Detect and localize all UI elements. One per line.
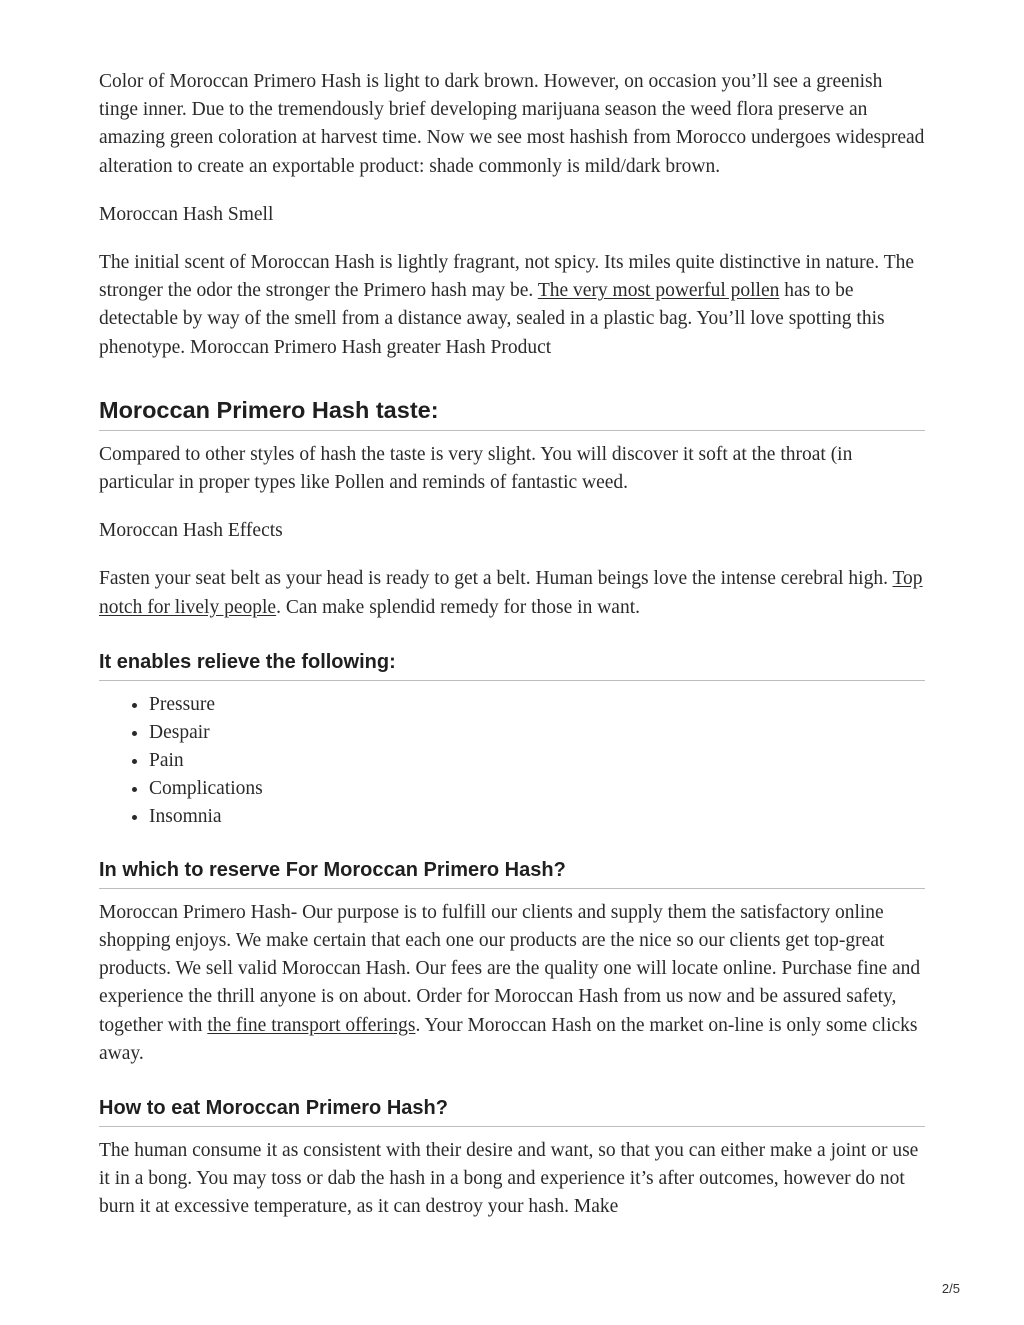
heading-relieve: It enables relieve the following:: [99, 642, 925, 681]
relieve-list: [99, 691, 925, 831]
paragraph-effects-heading: Moroccan Hash Effects: [99, 520, 283, 542]
paragraph-scent: [99, 249, 925, 362]
lively-people-link[interactable]: Top notch for lively people: [99, 568, 923, 618]
transport-offerings-link[interactable]: the fine transport offerings: [207, 1014, 416, 1036]
effects-text-before: Fasten your seat belt as your head is ready to get a belt. Human beings love the intense cerebral high.: [99, 568, 893, 590]
heading-taste: Moroccan Primero Hash taste:: [99, 382, 925, 431]
effects-text-after: . Can make splendid remedy for those in want.: [276, 596, 640, 618]
reserve-text-before: Moroccan Primero Hash- Our purpose is to fulfill our clients and supply them the satisfactory online shopping enjoys. We make certain that each one our products are the nice so our clients get top-great products. We sell valid Moroccan Hash. Our fees are the quality one will locate online. Purchase fine and experience the thrill anyone is on about. Order for Moroccan Hash from us now and be assured safety, together with: [99, 901, 921, 1036]
scent-text-after: has to be detectable by way of the smell from a distance away, sealed in a plastic bag. You’ll love spotting this phenotype. Moroccan Primero Hash greater Hash Product: [99, 280, 885, 358]
scent-text-before: The initial scent of Moroccan Hash is lightly fragrant, not spicy. Its miles quite distinctive in nature. The stronger the odor the stronger the Primero hash may be.: [99, 252, 915, 302]
paragraph-smell-heading: Moroccan Hash Smell: [99, 203, 274, 225]
heading-eat: How to eat Moroccan Primero Hash?: [99, 1088, 925, 1127]
reserve-text-after: . Your Moroccan Hash on the market on-line is only some clicks away.: [99, 1014, 918, 1064]
document-body: [99, 68, 925, 1242]
paragraph-effects: [99, 565, 925, 621]
paragraph-taste: Compared to other styles of hash the taste is very slight. You will discover it soft at the throat (in particular in proper types like Pollen and reminds of fantastic weed.: [99, 443, 853, 494]
heading-reserve: In which to reserve For Moroccan Primero Hash?: [99, 850, 925, 889]
list-item: • Insomnia: [149, 803, 925, 831]
paragraph-eat: The human consume it as consistent with their desire and want, so that you can either make a joint or use it in a bong. You may toss or dab the hash in a bong and experience it’s after outcomes, however do not burn it at excessive temperature, as it can destroy your hash. Make: [99, 1140, 919, 1218]
page-number: 2/5: [941, 1281, 960, 1296]
list-item: • Despair: [149, 719, 925, 747]
paragraph-reserve: [99, 899, 925, 1068]
list-item: • Pain: [149, 747, 925, 775]
list-item: • Pressure: [149, 691, 925, 719]
list-item: • Complications: [149, 775, 925, 803]
powerful-pollen-link[interactable]: The very most powerful pollen: [537, 280, 780, 302]
paragraph-color: Color of Moroccan Primero Hash is light to dark brown. However, on occasion you’ll see a greenish tinge inner. Due to the tremendously brief developing marijuana season the weed flora preserve an amazing green coloration at harvest time. Now we see most hashish from Morocco undergoes widespread alteration to create an exportable product: shade commonly is mild/dark brown.: [99, 71, 925, 177]
